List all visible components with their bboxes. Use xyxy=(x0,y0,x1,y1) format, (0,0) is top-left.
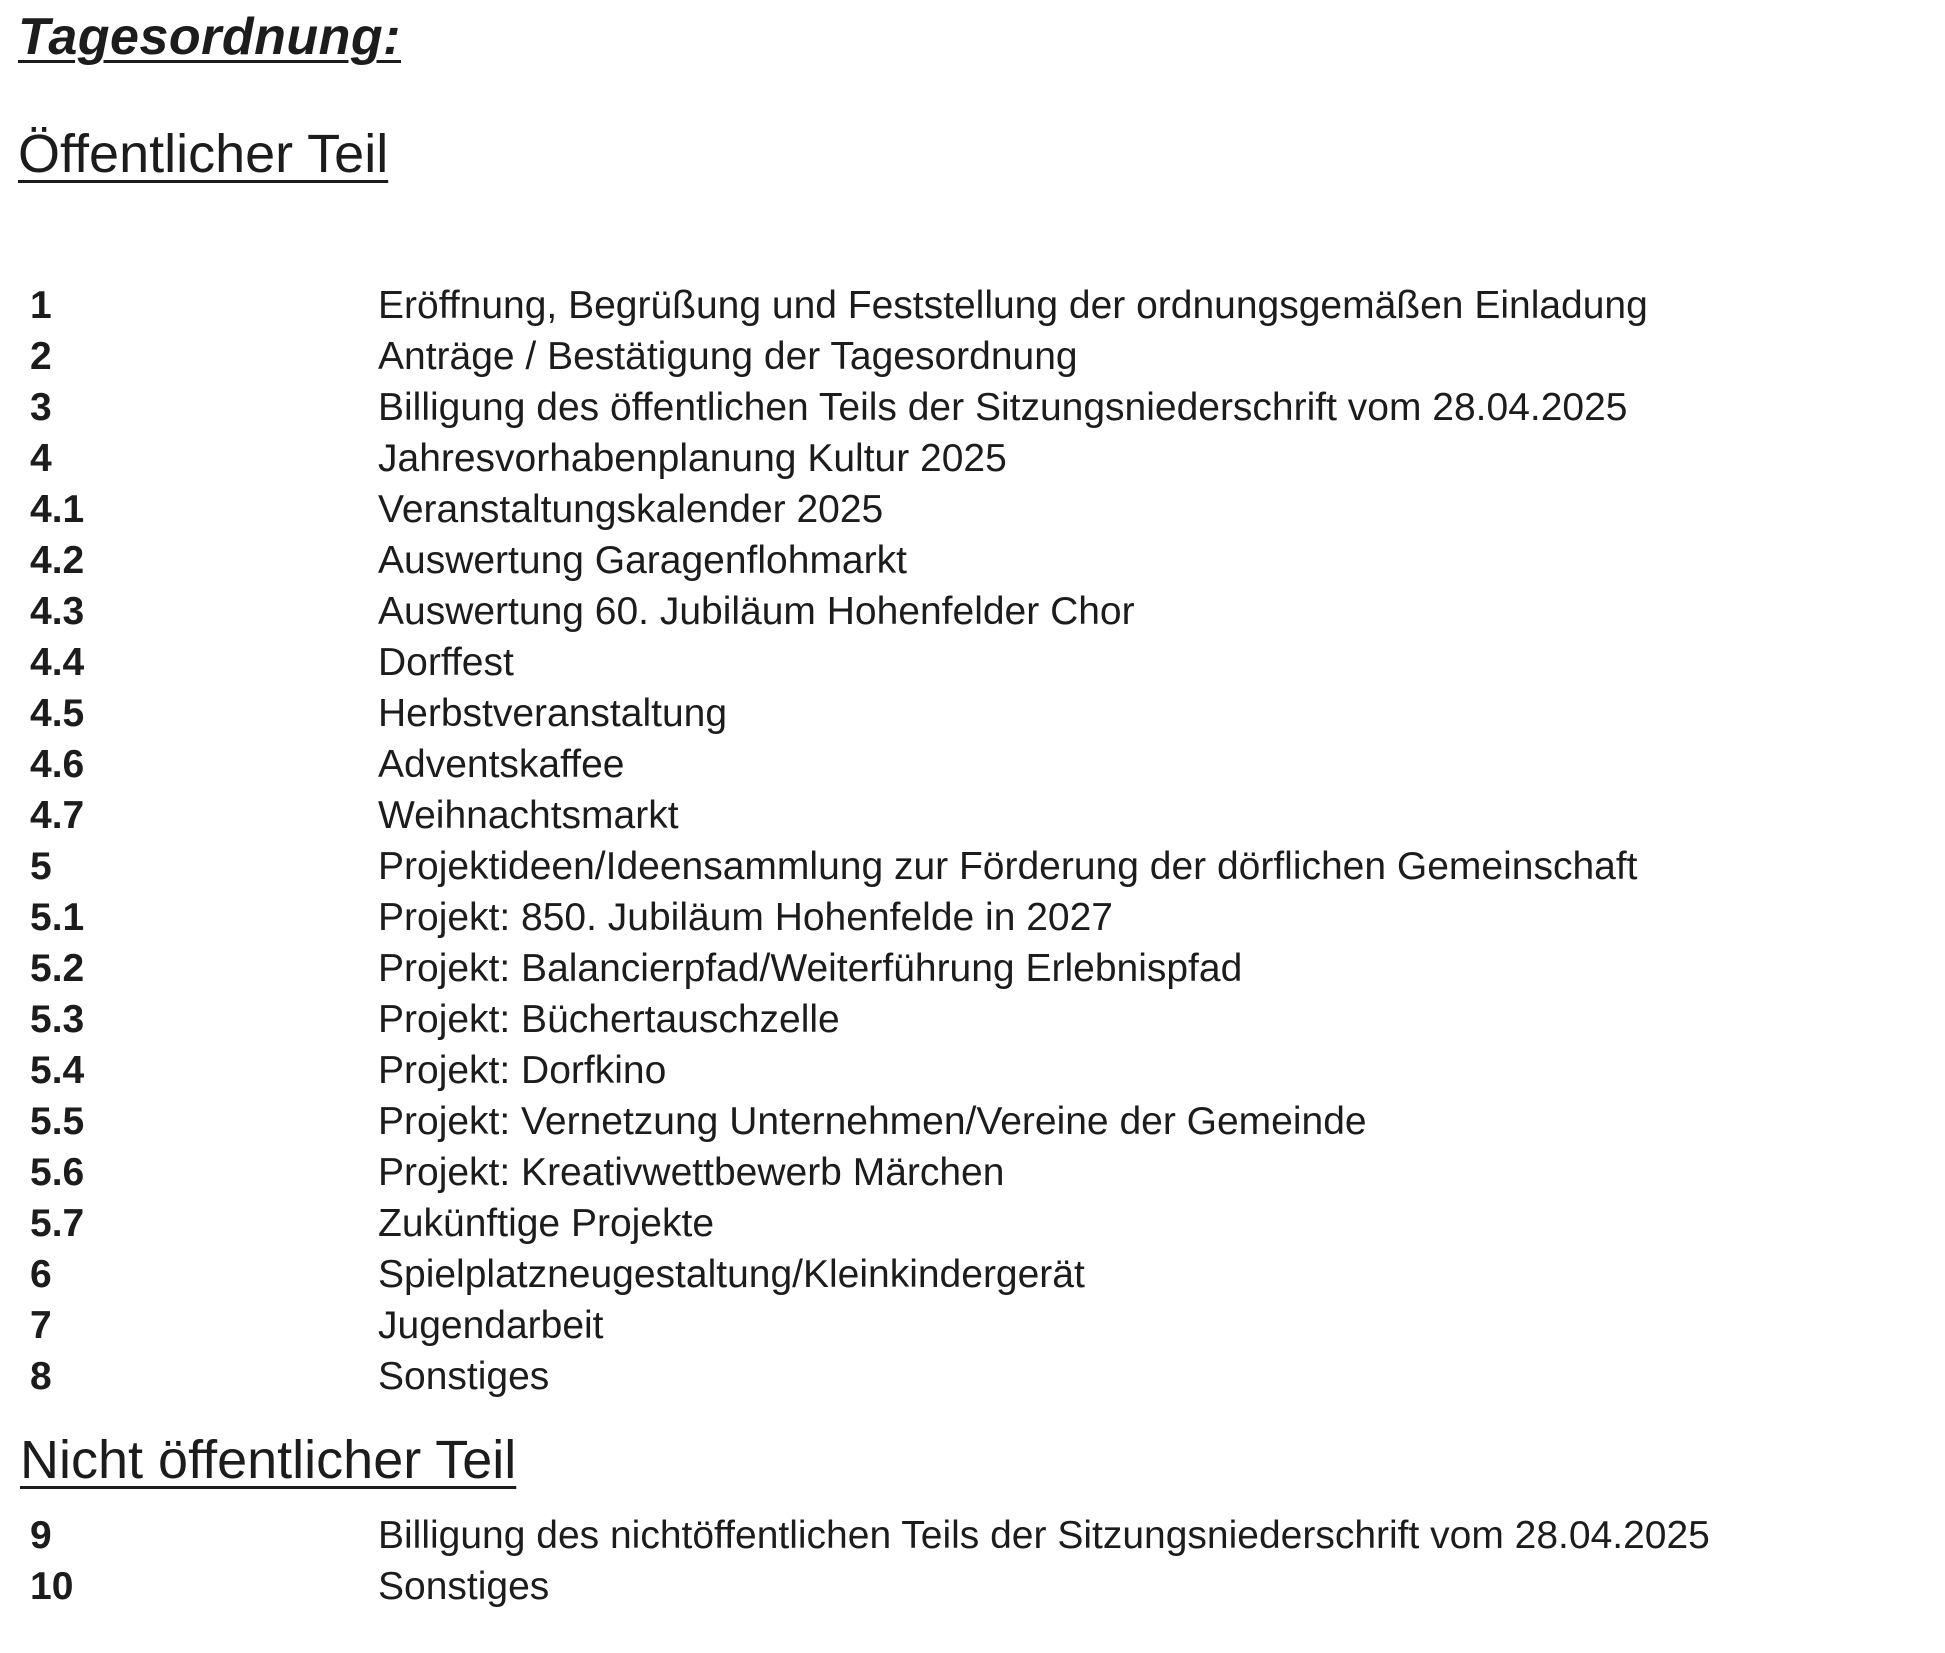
agenda-item-text: Dorffest xyxy=(378,641,514,684)
agenda-item-text: Billigung des öffentlichen Teils der Sitzungsniederschrift vom 28.04.2025 xyxy=(378,386,1628,429)
agenda-item-number: 10 xyxy=(30,1565,74,1608)
agenda-item xyxy=(30,1147,1930,1198)
agenda-item-text: Spielplatzneugestaltung/Kleinkindergerät xyxy=(378,1253,1085,1296)
agenda-item-text: Herbstveranstaltung xyxy=(378,692,728,735)
agenda-item-number: 6 xyxy=(30,1253,52,1296)
agenda-item-text: Auswertung 60. Jubiläum Hohenfelder Chor xyxy=(378,590,1135,633)
agenda-item-number: 5.5 xyxy=(30,1100,85,1143)
agenda-item xyxy=(30,1561,1930,1612)
agenda-item-text: Jugendarbeit xyxy=(378,1304,604,1347)
agenda-item-number: 9 xyxy=(30,1514,52,1557)
agenda-item xyxy=(30,1300,1930,1351)
agenda-item-number: 4.2 xyxy=(30,539,85,582)
public-agenda-list xyxy=(30,280,1930,1402)
agenda-item xyxy=(30,1096,1930,1147)
agenda-item xyxy=(30,586,1930,637)
agenda-item-number: 4.5 xyxy=(30,692,85,735)
private-section-heading: Nicht öffentlicher Teil xyxy=(20,1430,517,1490)
agenda-item-number: 4.7 xyxy=(30,794,85,837)
agenda-item-text: Weihnachtsmarkt xyxy=(378,794,679,837)
agenda-item xyxy=(30,739,1930,790)
agenda-item xyxy=(30,1045,1930,1096)
agenda-item xyxy=(30,433,1930,484)
agenda-item xyxy=(30,1198,1930,1249)
agenda-item-text: Projektideen/Ideensammlung zur Förderung der dörflichen Gemeinschaft xyxy=(378,845,1638,888)
agenda-item xyxy=(30,1249,1930,1300)
agenda-item-number: 5.3 xyxy=(30,998,85,1041)
agenda-item-text: Sonstiges xyxy=(378,1565,550,1608)
agenda-item xyxy=(30,841,1930,892)
agenda-item-text: Projekt: Vernetzung Unternehmen/Vereine der Gemeinde xyxy=(378,1100,1367,1143)
agenda-item-text: Projekt: 850. Jubiläum Hohenfelde in 2027 xyxy=(378,896,1113,939)
agenda-item-text: Projekt: Balancierpfad/Weiterführung Erlebnispfad xyxy=(378,947,1243,990)
agenda-item-number: 4.1 xyxy=(30,488,85,531)
agenda-item-number: 1 xyxy=(30,284,52,327)
document-title: Tagesordnung: xyxy=(18,8,401,66)
agenda-item xyxy=(30,1510,1930,1561)
agenda-item xyxy=(30,382,1930,433)
agenda-item-number: 4.3 xyxy=(30,590,85,633)
agenda-item xyxy=(30,892,1930,943)
agenda-item xyxy=(30,280,1930,331)
agenda-item-number: 4.6 xyxy=(30,743,85,786)
agenda-item xyxy=(30,688,1930,739)
agenda-item-number: 5 xyxy=(30,845,52,888)
agenda-item-number: 3 xyxy=(30,386,52,429)
agenda-item-text: Anträge / Bestätigung der Tagesordnung xyxy=(378,335,1078,378)
agenda-item-text: Projekt: Büchertauschzelle xyxy=(378,998,840,1041)
agenda-item-text: Billigung des nichtöffentlichen Teils der Sitzungsniederschrift vom 28.04.2025 xyxy=(378,1514,1710,1557)
agenda-item-number: 5.2 xyxy=(30,947,85,990)
agenda-item-text: Veranstaltungskalender 2025 xyxy=(378,488,884,531)
agenda-item xyxy=(30,484,1930,535)
agenda-item-text: Auswertung Garagenflohmarkt xyxy=(378,539,907,582)
agenda-item xyxy=(30,637,1930,688)
agenda-item xyxy=(30,994,1930,1045)
agenda-item-text: Projekt: Dorfkino xyxy=(378,1049,667,1092)
agenda-item-number: 2 xyxy=(30,335,52,378)
agenda-item-text: Eröffnung, Begrüßung und Feststellung der ordnungsgemäßen Einladung xyxy=(378,284,1648,327)
agenda-item xyxy=(30,1351,1930,1402)
agenda-item-number: 4 xyxy=(30,437,52,480)
agenda-item-text: Projekt: Kreativwettbewerb Märchen xyxy=(378,1151,1005,1194)
agenda-item-text: Adventskaffee xyxy=(378,743,625,786)
agenda-item-number: 5.4 xyxy=(30,1049,85,1092)
public-section-heading: Öffentlicher Teil xyxy=(18,124,389,184)
agenda-item-number: 4.4 xyxy=(30,641,85,684)
agenda-item-number: 7 xyxy=(30,1304,52,1347)
agenda-item-text: Sonstiges xyxy=(378,1355,550,1398)
agenda-item-number: 5.1 xyxy=(30,896,85,939)
private-agenda-list xyxy=(30,1510,1930,1612)
agenda-item xyxy=(30,943,1930,994)
agenda-item xyxy=(30,535,1930,586)
agenda-item-text: Zukünftige Projekte xyxy=(378,1202,715,1245)
agenda-item-text: Jahresvorhabenplanung Kultur 2025 xyxy=(378,437,1007,480)
agenda-item xyxy=(30,790,1930,841)
agenda-item-number: 5.7 xyxy=(30,1202,85,1245)
agenda-item xyxy=(30,331,1930,382)
agenda-item-number: 8 xyxy=(30,1355,52,1398)
agenda-item-number: 5.6 xyxy=(30,1151,85,1194)
